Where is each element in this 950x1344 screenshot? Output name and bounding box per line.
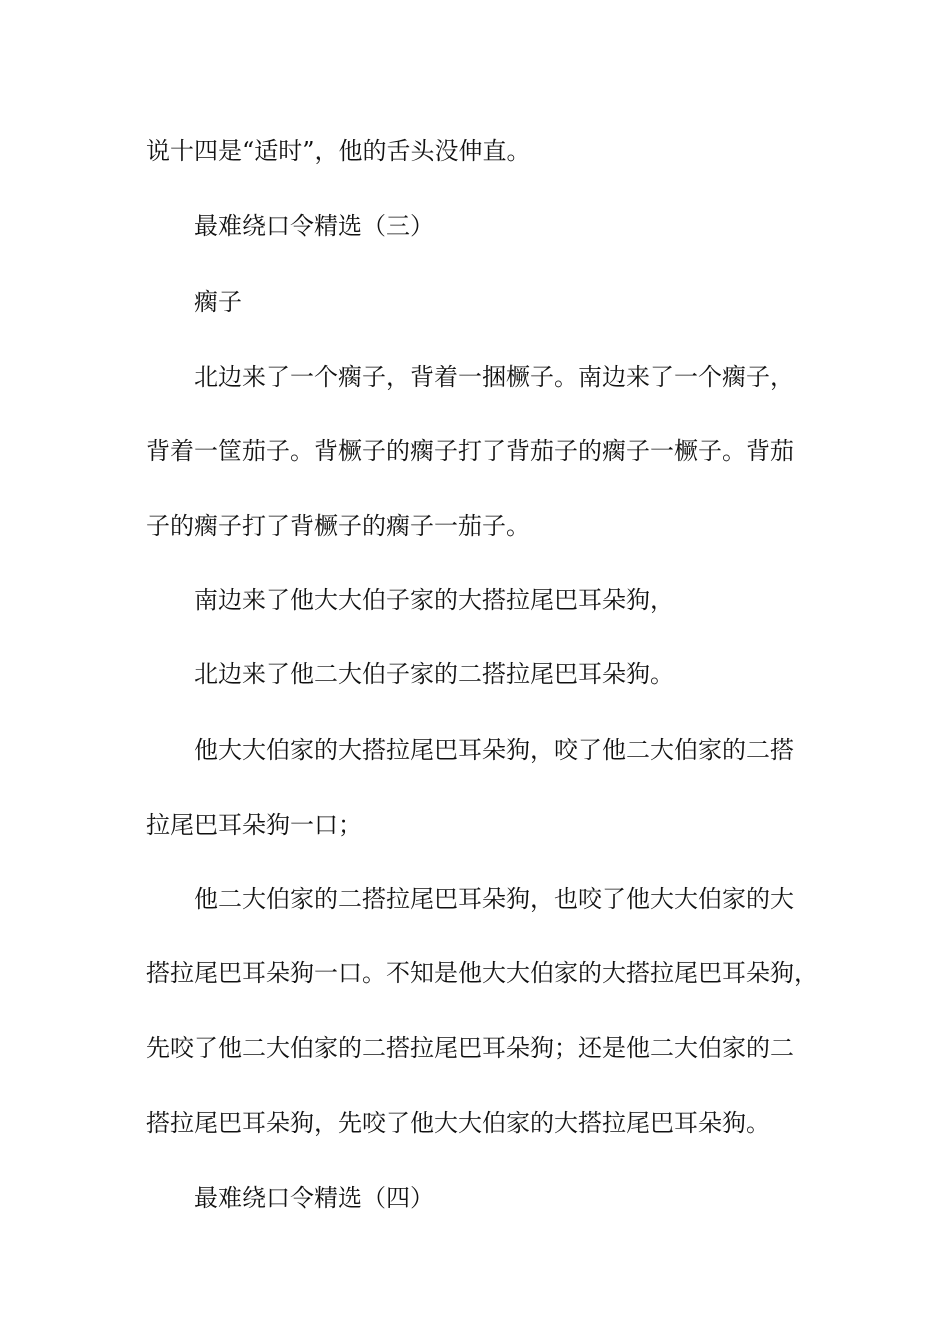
paragraph-line: 北边来了他二大伯子家的二搭拉尾巴耳朵狗。 xyxy=(194,660,674,688)
section-heading: 最难绕口令精选（四） xyxy=(194,1184,434,1212)
paragraph-line: 北边来了一个瘸子，背着一捆橛子。南边来了一个瘸子， xyxy=(194,363,794,391)
paragraph-line: 南边来了他大大伯子家的大搭拉尾巴耳朵狗， xyxy=(194,586,674,614)
paragraph-line: 他大大伯家的大搭拉尾巴耳朵狗，咬了他二大伯家的二搭 xyxy=(194,736,794,764)
paragraph-line: 搭拉尾巴耳朵狗一口。不知是他大大伯家的大搭拉尾巴耳朵狗， xyxy=(146,959,818,987)
paragraph-line: 他二大伯家的二搭拉尾巴耳朵狗，也咬了他大大伯家的大 xyxy=(194,885,794,913)
text-line: 说十四是“适时”，他的舌头没伸直。 xyxy=(146,137,531,165)
subtitle: 瘸子 xyxy=(194,288,242,316)
paragraph-line: 子的瘸子打了背橛子的瘸子一茄子。 xyxy=(146,512,530,540)
paragraph-line: 先咬了他二大伯家的二搭拉尾巴耳朵狗；还是他二大伯家的二 xyxy=(146,1034,794,1062)
section-heading: 最难绕口令精选（三） xyxy=(194,212,434,240)
paragraph-line: 背着一筐茄子。背橛子的瘸子打了背茄子的瘸子一橛子。背茄 xyxy=(146,437,794,465)
paragraph-line: 拉尾巴耳朵狗一口； xyxy=(146,811,362,839)
paragraph-line: 搭拉尾巴耳朵狗，先咬了他大大伯家的大搭拉尾巴耳朵狗。 xyxy=(146,1109,770,1137)
